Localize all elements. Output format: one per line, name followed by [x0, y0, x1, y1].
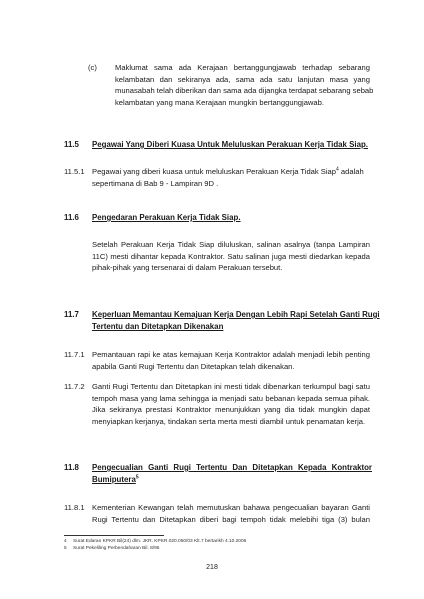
section-11-7-2-line: menyiapkan kerjanya, tindakan serta merta mesti diambil untuk penamatan kerja. [92, 416, 366, 426]
section-11-5-heading [92, 139, 368, 151]
footnote-divider [64, 535, 164, 536]
section-11-6-number: 11.6 [64, 213, 79, 222]
footnote-text: Surat Edaran KPKR Bil(24) dlm. JKR. KPKR.020.050/03 Klt.7 bertarikh 4.10.2006 [73, 539, 247, 544]
section-11-5-1-text-end: adalah [338, 167, 364, 176]
section-11-5-1-line [92, 166, 370, 178]
section-11-8-1-line: Rugi Tertentu dan Ditetapkan diberi bagi tempoh tidak melebihi tiga (3) bulan [92, 514, 370, 524]
footnote-ref-4: 4 [336, 166, 339, 173]
footnote-text: Surat Pekeliling Perbendaharan Bil. 8/95 [73, 546, 160, 551]
paragraph-c-line: Maklumat sama ada Kerajaan bertanggungjawab terhadap sebarang [115, 63, 370, 72]
section-11-8-heading [92, 462, 372, 485]
footnote-mark: 5 [64, 546, 67, 551]
section-11-7-2-line: Jika sekiranya prestasi Kontraktor menunjukkan yang dia tidak mungkin dapat [92, 405, 370, 415]
paragraph-c-line: munasabah telah diberikan dan sama ada dijangka terdapat sebarang sebab [115, 86, 374, 96]
section-11-6-title: Pengedaran Perakuan Kerja Tidak Siap. [92, 213, 241, 222]
section-11-7-number: 11.7 [64, 310, 79, 319]
section-11-8-title-line1: Pengecualian Ganti Rugi Tertentu Dan Ditetapkan Kepada Kontraktor [92, 463, 372, 472]
paragraph-c [115, 62, 374, 108]
section-11-7-1-number: 11.7.1 [64, 350, 85, 359]
section-11-7-2-paragraph [92, 381, 370, 427]
page-number: 218 [206, 564, 218, 571]
section-11-8-1-line: Kementerian Kewangan telah memutuskan bahawa pengecualian bayaran Ganti [92, 503, 370, 512]
footnote-mark: 4 [64, 539, 67, 544]
footnote-4 [64, 538, 246, 545]
section-11-7-heading [92, 309, 380, 332]
section-11-6-line: Setelah Perakuan Kerja Tidak Siap diluluskan, salinan asalnya (tanpa Lampiran [92, 240, 370, 249]
section-11-7-title-line2: Tertentu dan Ditetapkan Dikenakan [92, 321, 224, 331]
paragraph-c-line: kelambatan dan sekiranya ada, sama ada satu lanjutan masa yang [115, 74, 370, 84]
section-11-6-heading [92, 212, 241, 224]
section-11-5-number: 11.5 [64, 140, 79, 149]
section-11-6-paragraph [92, 239, 370, 274]
item-label-c: (c) [88, 63, 97, 72]
section-11-7-1-line: apabila Ganti Rugi Tertentu dan Ditetapkan telah dikenakan. [92, 361, 295, 371]
paragraph-c-line: kelambatan yang mana Kerajaan mungkin bertanggungjawab. [115, 97, 324, 107]
section-11-8-1-number: 11.8.1 [64, 503, 85, 512]
section-11-6-line: pihak-pihak yang tersenarai di dalam Perakuan tersebut. [92, 263, 283, 273]
footnote-ref-5: 5 [135, 473, 139, 480]
section-11-5-1-line: sepertimana di Bab 9 - Lampiran 9D . [92, 178, 219, 188]
section-11-5-1-text: Pegawai yang diberi kuasa untuk meluluskan Perakuan Kerja Tidak Siap [92, 167, 336, 176]
section-11-5-1-number: 11.5.1 [64, 167, 85, 176]
section-11-8-title-line2: Bumiputera [92, 474, 136, 484]
section-11-6-line: 11C) mesti dihantar kepada Kontraktor. Satu salinan juga mesti diedarkan kepada [92, 251, 370, 261]
footnote-5 [64, 545, 159, 552]
section-11-8-1-paragraph [92, 502, 370, 525]
section-11-8-number: 11.8 [64, 463, 79, 472]
section-11-5-title: Pegawai Yang Diberi Kuasa Untuk Meluluskan Perakuan Kerja Tidak Siap. [92, 140, 368, 149]
section-11-7-2-line: tempoh masa yang lama sehingga ia menjadi satu bebanan kepada semua pihak. [92, 393, 370, 403]
section-11-7-2-number: 11.7.2 [64, 382, 85, 391]
section-11-7-title-line1: Keperluan Memantau Kemajuan Kerja Dengan Lebih Rapi Setelah Ganti Rugi [92, 310, 380, 319]
section-11-7-1-line: Pemantauan rapi ke atas kemajuan Kerja Kontraktor adalah menjadi lebih penting [92, 350, 370, 359]
section-11-5-1-paragraph [92, 166, 370, 189]
section-11-7-2-line: Ganti Rugi Tertentu dan Ditetapkan ini mesti tidak dibenarkan terkumpul bagi satu [92, 382, 370, 391]
section-11-7-1-paragraph [92, 349, 370, 372]
